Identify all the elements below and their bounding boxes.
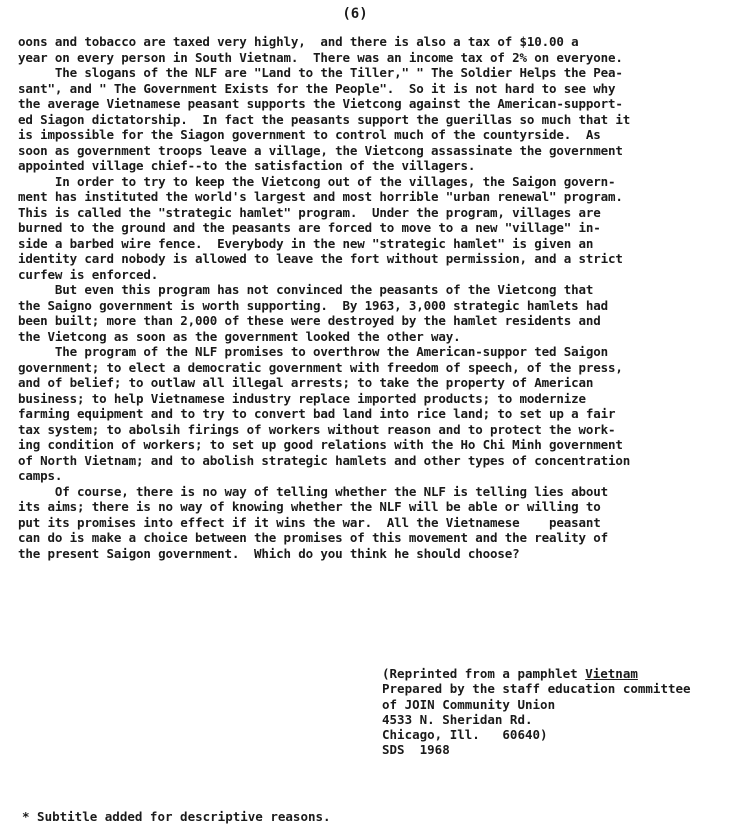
text-line: put its promises into effect if it wins the war. All the Vietnamese peasant bbox=[18, 514, 601, 530]
text-line: business; to help Vietnamese industry replace imported products; to modernize bbox=[18, 390, 586, 406]
citation-line: of JOIN Community Union bbox=[382, 696, 556, 712]
text-line: been built; more than 2,000 of these were destroyed by the hamlet residents and bbox=[18, 313, 601, 328]
text-line: its aims; there is no way of knowing whether the NLF will be able or willing to bbox=[18, 499, 601, 514]
citation-title: Vietnam bbox=[585, 666, 638, 681]
text-line: The program of the NLF promises to overthrow the American-suppor ted Saigon bbox=[18, 344, 609, 359]
text-line: Of course, there is no way of telling whether the NLF is telling lies about bbox=[18, 483, 609, 499]
text-line: the Saigno government is worth supporting. By 1963, 3,000 strategic hamlets had bbox=[18, 297, 609, 313]
text-line: sant", and " The Government Exists for the People". So it is not hard to see why bbox=[18, 80, 616, 96]
text-line: side a barbed wire fence. Everybody in the new "strategic hamlet" is given an bbox=[18, 235, 594, 251]
text-line: curfew is enforced. bbox=[18, 266, 159, 282]
page-number: (6) bbox=[342, 6, 368, 22]
citation-line: SDS 1968 bbox=[382, 742, 450, 758]
text-line: the average Vietnamese peasant supports the Vietcong against the American-support- bbox=[18, 96, 623, 111]
citation-line: Chicago, Ill. 60640) bbox=[382, 727, 548, 743]
citation-prefix: (Reprinted from a pamphlet bbox=[382, 666, 586, 681]
text-line: farming equipment and to try to convert bad land into rice land; to set up a fair bbox=[18, 406, 616, 421]
text-line: tax system; to abolsih firings of workers without reason and to protect the work- bbox=[18, 421, 616, 437]
text-line: government; to elect a democratic government with freedom of speech, of the press, bbox=[18, 359, 623, 375]
text-line: oons and tobacco are taxed very highly, and there is also a tax of $10.00 a bbox=[18, 34, 579, 49]
text-line: is impossible for the Siagon government to control much of the countyrside. As bbox=[18, 127, 601, 142]
text-line: and of belief; to outlaw all illegal arrests; to take the property of American bbox=[18, 375, 594, 390]
footnote: * Subtitle added for descriptive reasons. bbox=[22, 809, 331, 824]
text-line: In order to try to keep the Vietcong out of the villages, the Saigon govern- bbox=[18, 173, 616, 189]
text-line: of North Vietnam; and to abolish strategic hamlets and other types of concentration bbox=[18, 452, 631, 468]
text-line: ed Siagon dictatorship. In fact the peasants support the guerillas so much that it bbox=[18, 111, 631, 127]
text-line: year on every person in South Vietnam. There was an income tax of 2% on everyone. bbox=[18, 49, 623, 65]
text-line: can do is make a choice between the promises of this movement and the reality of bbox=[18, 530, 609, 545]
text-line: But even this program has not convinced the peasants of the Vietcong that bbox=[18, 282, 594, 297]
citation-line: Prepared by the staff education committee bbox=[382, 681, 691, 697]
text-line: ing condition of workers; to set up good relations with the Ho Chi Minh government bbox=[18, 437, 623, 452]
text-line: burned to the ground and the peasants are forced to move to a new "village" in- bbox=[18, 220, 601, 235]
text-line: The slogans of the NLF are "Land to the Tiller," " The Soldier Helps the Pea- bbox=[18, 65, 623, 80]
text-line: This is called the "strategic hamlet" program. Under the program, villages are bbox=[18, 204, 601, 220]
citation-block bbox=[382, 666, 750, 758]
citation-line: 4533 N. Sheridan Rd. bbox=[382, 711, 533, 727]
text-line: the Vietcong as soon as the government looked the other way. bbox=[18, 328, 461, 344]
text-line: appointed village chief--to the satisfaction of the villagers. bbox=[18, 158, 476, 173]
citation-first-line bbox=[382, 666, 750, 681]
text-line: the present Saigon government. Which do you think he should choose? bbox=[18, 545, 520, 561]
text-line: soon as government troops leave a village, the Vietcong assassinate the government bbox=[18, 142, 623, 158]
text-line: camps. bbox=[18, 468, 63, 483]
text-line: identity card nobody is allowed to leave the fort without permission, and a strict bbox=[18, 251, 623, 266]
text-line: ment has instituted the world's largest and most horrible "urban renewal" program. bbox=[18, 189, 623, 204]
body-text bbox=[18, 34, 748, 561]
